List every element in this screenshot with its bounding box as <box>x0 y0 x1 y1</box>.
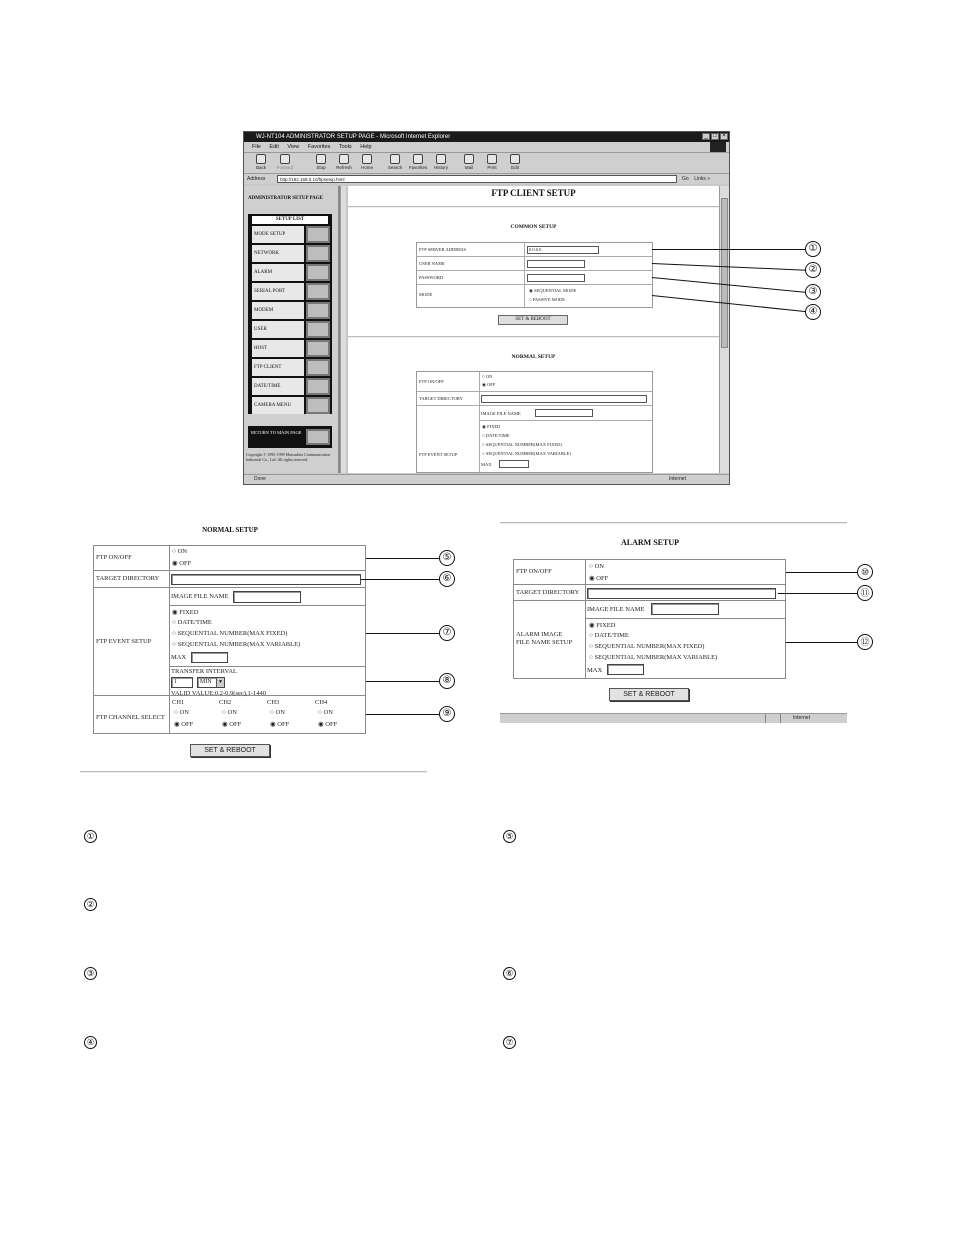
setup-item-mode: MODE SETUP <box>252 226 304 243</box>
setup-list <box>248 214 332 414</box>
ch1-label: CH1 <box>172 699 185 706</box>
valid-value-text: VALID VALUE:0.2-0.9(sec),1-1440 <box>171 690 266 697</box>
event-seq-fixed-radio[interactable]: ○ SEQUENTIAL NUMBER(MAX FIXED) <box>172 630 288 637</box>
browser-window <box>243 131 730 485</box>
maximize-button[interactable]: □ <box>711 133 719 140</box>
alarm-ftp-off-radio[interactable]: ◉ OFF <box>589 575 609 582</box>
max-input[interactable] <box>191 652 228 663</box>
ch3-label: CH3 <box>267 699 280 706</box>
menu-edit[interactable]: Edit <box>269 144 279 150</box>
links-button[interactable]: Links » <box>694 176 711 182</box>
leader-line <box>366 633 439 634</box>
callout-8: ⑧ <box>439 673 455 689</box>
event-datetime-radio[interactable]: ○ DATE/TIME <box>482 433 510 438</box>
admin-setup-title: ADMINISTRATOR SETUP PAGE <box>248 196 324 201</box>
ch4-off-radio[interactable]: ◉ OFF <box>318 721 338 728</box>
callout-5: ⑤ <box>439 550 455 566</box>
menu-file[interactable]: File <box>252 144 261 150</box>
mail-icon <box>464 154 474 164</box>
user-name-label: USER NAME <box>419 261 445 266</box>
ftp-event-setup-label: FTP EVENT SETUP <box>96 638 152 645</box>
image-file-name-label: IMAGE FILE NAME <box>481 411 521 416</box>
set-reboot-button[interactable]: SET & REBOOT <box>498 315 568 325</box>
max-input[interactable] <box>499 460 529 468</box>
setup-button-ftp-client[interactable] <box>306 359 330 376</box>
interval-unit-value: MIN <box>200 679 212 685</box>
legend-marker-4: ④ <box>84 1036 97 1049</box>
menu-view[interactable]: View <box>287 144 300 150</box>
ftp-channel-select-label: FTP CHANNEL SELECT <box>96 714 165 721</box>
ftp-onoff-label: FTP ON/OFF <box>419 379 444 384</box>
history-icon <box>436 154 446 164</box>
alarm-image-label-2: FILE NAME SETUP <box>516 639 572 646</box>
forward-icon <box>280 154 290 164</box>
leader-line <box>786 642 857 643</box>
max-label: MAX <box>481 462 492 467</box>
divider <box>348 336 719 338</box>
ch2-on-radio[interactable]: ○ ON <box>222 709 237 716</box>
setup-button-network[interactable] <box>306 245 330 262</box>
ftp-client-setup-frame <box>348 186 719 473</box>
user-name-input[interactable] <box>527 260 585 268</box>
refresh-icon <box>339 154 349 164</box>
column-divider <box>585 560 586 678</box>
callout-4: ④ <box>805 304 821 320</box>
callout-11: ⑪ <box>857 585 873 601</box>
interval-unit-select[interactable] <box>197 677 225 688</box>
alarm-fixed-radio[interactable]: ◉ FIXED <box>589 622 616 629</box>
setup-list-heading: SETUP LIST <box>252 216 328 224</box>
event-datetime-radio[interactable]: ○ DATE/TIME <box>172 619 212 626</box>
leader-line <box>652 249 805 250</box>
leader-line <box>366 714 439 715</box>
image-file-name-label: IMAGE FILE NAME <box>587 606 645 613</box>
leader-line <box>366 558 439 559</box>
legend-marker-1: ① <box>84 830 97 843</box>
ftp-off-radio[interactable]: ◉ OFF <box>172 560 192 567</box>
divider <box>765 714 766 723</box>
mode-sequential-radio[interactable]: ◉ SEQUENTIAL MODE <box>529 288 577 293</box>
address-label: Address <box>247 176 266 182</box>
setup-item-alarm: ALARM <box>252 264 304 281</box>
callout-9: ⑨ <box>439 706 455 722</box>
go-links <box>682 174 710 184</box>
mode-label: MODE <box>419 292 433 297</box>
left-frame-scrollbar[interactable] <box>340 186 346 473</box>
divider <box>500 522 847 524</box>
normal-setup-table <box>93 545 366 734</box>
setup-item-camera-menu: CAMERA MENU <box>252 397 304 414</box>
ftp-onoff-label: FTP ON/OFF <box>516 568 552 575</box>
setup-item-user: USER <box>252 321 304 338</box>
callout-6: ⑥ <box>439 571 455 587</box>
divider <box>480 420 652 421</box>
legend-marker-6: ⑥ <box>503 967 516 980</box>
callout-7: ⑦ <box>439 625 455 641</box>
browser-toolbar <box>244 152 729 174</box>
ftp-server-address-label: FTP SERVER ADDRESS <box>419 247 466 252</box>
alarm-status-bar <box>500 713 847 723</box>
close-button[interactable]: × <box>720 133 728 140</box>
alarm-image-label-1: ALARM IMAGE <box>516 631 563 638</box>
target-directory-input[interactable] <box>481 395 647 403</box>
status-text: Done <box>254 476 266 482</box>
main-frame-scrollbar[interactable] <box>719 186 729 473</box>
callout-2: ② <box>805 262 821 278</box>
callout-12: ⑫ <box>857 634 873 650</box>
setup-item-network: NETWORK <box>252 245 304 262</box>
favorites-icon <box>413 154 423 164</box>
max-label: MAX <box>587 667 603 674</box>
divider <box>348 206 719 208</box>
internet-zone: Internet <box>669 476 686 482</box>
alarm-seq-variable-radio[interactable]: ○ SEQUENTIAL NUMBER(MAX VARIABLE) <box>589 654 718 661</box>
ch2-label: CH2 <box>219 699 232 706</box>
setup-item-ftp-client: FTP CLIENT <box>252 359 304 376</box>
leader-line <box>786 572 857 573</box>
transfer-interval-label: TRANSFER INTERVAL <box>171 668 237 675</box>
go-button[interactable]: Go <box>682 176 689 182</box>
window-title-bar <box>244 132 729 142</box>
target-directory-label: TARGET DIRECTORY <box>516 589 580 596</box>
status-bar <box>244 474 729 484</box>
table-row <box>514 560 785 585</box>
ftp-onoff-label: FTP ON/OFF <box>96 554 132 561</box>
refresh-button[interactable]: Refresh <box>333 154 355 174</box>
edit-button[interactable]: Edit <box>504 154 526 174</box>
admin-left-frame <box>244 186 340 473</box>
callout-10: ⑩ <box>857 564 873 580</box>
divider <box>80 771 427 773</box>
normal-setup-panel <box>80 516 427 774</box>
ch1-off-radio[interactable]: ◉ OFF <box>174 721 194 728</box>
scrollbar-thumb[interactable] <box>721 198 728 348</box>
target-directory-label: TARGET DIRECTORY <box>419 396 463 401</box>
common-setup-table <box>416 242 653 308</box>
column-divider <box>169 546 170 733</box>
event-fixed-radio[interactable]: ◉ FIXED <box>482 424 501 429</box>
legend-marker-5: ⑤ <box>503 830 516 843</box>
transfer-interval-input[interactable]: 1 <box>171 677 193 688</box>
stop-icon <box>316 154 326 164</box>
event-fixed-radio[interactable]: ◉ FIXED <box>172 609 199 616</box>
return-to-main-label: RETURN TO MAIN PAGE <box>251 429 303 445</box>
table-row <box>417 372 652 392</box>
legend-marker-7: ⑦ <box>503 1036 516 1049</box>
target-directory-label: TARGET DIRECTORY <box>96 575 160 582</box>
ch4-label: CH4 <box>315 699 328 706</box>
forward-button[interactable]: Forward <box>274 154 296 174</box>
set-reboot-button[interactable]: SET & REBOOT <box>190 744 270 757</box>
leader-line <box>361 579 439 580</box>
search-icon <box>390 154 400 164</box>
ie-logo-icon <box>710 142 726 152</box>
ch3-off-radio[interactable]: ◉ OFF <box>270 721 290 728</box>
home-button[interactable]: Home <box>356 154 378 174</box>
setup-button-user[interactable] <box>306 321 330 338</box>
return-to-main <box>248 426 332 448</box>
address-input[interactable]: http://192.168.0.10/ftpsetup.html <box>277 175 677 183</box>
mail-button[interactable]: Mail <box>458 154 480 174</box>
normal-setup-heading: NORMAL SETUP <box>202 526 258 534</box>
address-bar <box>244 174 729 184</box>
setup-item-modem: MODEM <box>252 302 304 319</box>
menu-tools[interactable]: Tools <box>338 144 352 150</box>
ch2-off-radio[interactable]: ◉ OFF <box>222 721 242 728</box>
edit-icon <box>510 154 520 164</box>
setup-item-serial-port: SERIAL PORT <box>252 283 304 300</box>
legend-marker-2: ② <box>84 898 97 911</box>
window-title: WJ-NT104 ADMINISTRATOR SETUP PAGE - Microsoft Internet Explorer <box>256 134 451 140</box>
minimize-button[interactable]: _ <box>702 133 710 140</box>
divider <box>170 605 365 606</box>
ch3-on-radio[interactable]: ○ ON <box>270 709 285 716</box>
history-button[interactable]: History <box>430 154 452 174</box>
page-title: FTP CLIENT SETUP <box>491 188 576 198</box>
legend-marker-3: ③ <box>84 967 97 980</box>
internet-zone: Internet <box>793 715 810 721</box>
leader-line <box>366 681 439 682</box>
alarm-target-directory-input[interactable] <box>587 588 776 599</box>
leader-line <box>778 593 857 594</box>
return-to-main-button[interactable] <box>306 429 330 445</box>
alarm-max-input[interactable] <box>607 664 644 675</box>
ftp-event-setup-label: FTP EVENT SETUP <box>419 452 458 457</box>
setup-button-host[interactable] <box>306 340 330 357</box>
ftp-server-address-input[interactable]: 0.0.0.0 <box>527 246 599 254</box>
max-label: MAX <box>171 654 187 661</box>
menu-help[interactable]: Help <box>360 144 372 150</box>
copyright-text: Copyright © 1995-1999 Matsushita Communication Industrial Co., Ltd. All rights reserved. <box>246 452 330 462</box>
home-icon <box>362 154 372 164</box>
setup-button-serial-port[interactable] <box>306 283 330 300</box>
image-file-name-label: IMAGE FILE NAME <box>171 593 229 600</box>
normal-setup-heading: NORMAL SETUP <box>511 354 556 360</box>
menu-bar <box>244 142 729 152</box>
callout-1: ① <box>805 241 821 257</box>
favorites-button[interactable]: Favorites <box>407 154 429 174</box>
setup-button-date-time[interactable] <box>306 378 330 395</box>
setup-item-host: HOST <box>252 340 304 357</box>
alarm-seq-fixed-radio[interactable]: ○ SEQUENTIAL NUMBER(MAX FIXED) <box>589 643 705 650</box>
image-file-name-input[interactable] <box>233 591 301 603</box>
setup-button-camera-menu[interactable] <box>306 397 330 414</box>
event-seq-fixed-radio[interactable]: ○ SEQUENTIAL NUMBER(MAX FIXED) <box>482 442 562 447</box>
event-seq-variable-radio[interactable]: ○ SEQUENTIAL NUMBER(MAX VARIABLE) <box>482 451 571 456</box>
target-directory-input[interactable] <box>171 574 361 585</box>
setup-button-modem[interactable] <box>306 302 330 319</box>
ftp-on-radio[interactable]: ○ ON <box>482 374 493 379</box>
alarm-image-file-name-input[interactable] <box>651 603 719 615</box>
stop-button[interactable]: Stop <box>310 154 332 174</box>
print-button[interactable]: Print <box>481 154 503 174</box>
divider <box>170 666 365 667</box>
search-button[interactable]: Search <box>384 154 406 174</box>
ch1-on-radio[interactable]: ○ ON <box>174 709 189 716</box>
alarm-ftp-on-radio[interactable]: ○ ON <box>589 563 604 570</box>
back-button[interactable]: Back <box>250 154 272 174</box>
alarm-datetime-radio[interactable]: ○ DATE/TIME <box>589 632 629 639</box>
setup-button-mode[interactable] <box>306 226 330 243</box>
common-setup-heading: COMMON SETUP <box>510 224 557 230</box>
ch4-on-radio[interactable]: ○ ON <box>318 709 333 716</box>
normal-setup-table <box>416 371 653 473</box>
password-input[interactable] <box>527 274 585 282</box>
column-divider <box>479 372 480 474</box>
ftp-on-radio[interactable]: ○ ON <box>172 548 187 555</box>
mode-passive-radio[interactable]: ○ PASSIVE MODE <box>529 297 566 302</box>
back-icon <box>256 154 266 164</box>
alarm-setup-heading: ALARM SETUP <box>620 538 679 547</box>
divider <box>586 618 785 619</box>
callout-3: ③ <box>805 284 821 300</box>
ftp-off-radio[interactable]: ◉ OFF <box>482 382 496 387</box>
chevron-down-icon: ▼ <box>216 678 224 687</box>
divider <box>780 714 781 723</box>
image-file-name-input[interactable] <box>535 409 593 417</box>
column-divider <box>524 243 525 307</box>
menu-favorites[interactable]: Favorites <box>307 144 331 150</box>
event-seq-variable-radio[interactable]: ○ SEQUENTIAL NUMBER(MAX VARIABLE) <box>172 641 301 648</box>
setup-button-alarm[interactable] <box>306 264 330 281</box>
alarm-setup-panel <box>500 518 847 728</box>
alarm-set-reboot-button[interactable]: SET & REBOOT <box>609 688 689 701</box>
setup-item-date-time: DATE/TIME <box>252 378 304 395</box>
print-icon <box>487 154 497 164</box>
password-label: PASSWORD <box>419 275 444 280</box>
table-row <box>94 546 365 571</box>
alarm-setup-table <box>513 559 786 679</box>
